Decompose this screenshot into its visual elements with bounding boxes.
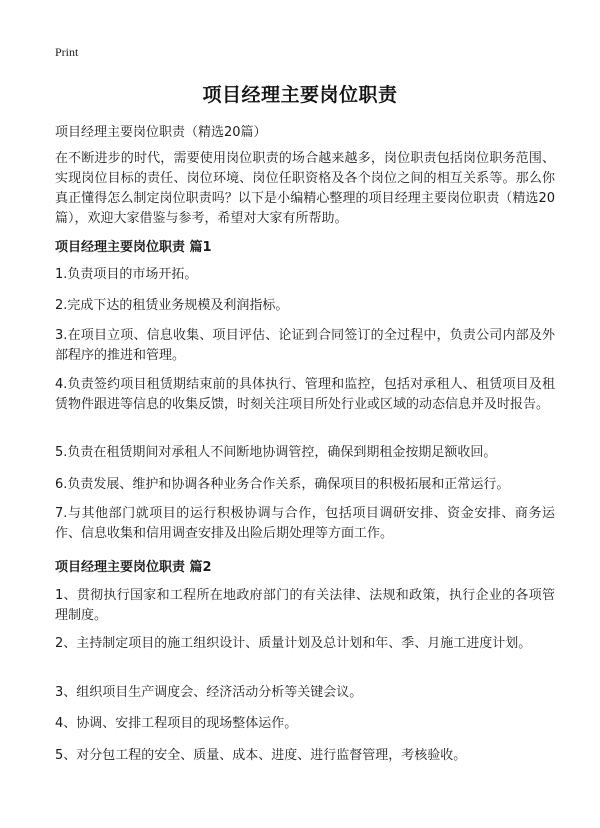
list-item: 4.负责签约项目租赁期结束前的具体执行、管理和监控，包括对承租人、租赁项目及租赁物件跟进等信息的收集反馈，时刻关注项目所处行业或区域的动态信息并及时报告。	[55, 377, 555, 412]
list-item: 4、协调、安排工程项目的现场整体运作。	[55, 716, 298, 731]
section-heading-1: 项目经理主要岗位职责 篇1	[55, 240, 212, 255]
list-item: 5、对分包工程的安全、质量、成本、进度、进行监督管理，考核验收。	[55, 748, 467, 763]
list-item: 5.负责在租赁期间对承租人不间断地协调管控，确保到期租金按期足额收回。	[55, 445, 497, 460]
print-link[interactable]: Print	[55, 45, 79, 59]
section-heading-2: 项目经理主要岗位职责 篇2	[55, 560, 212, 575]
list-item: 3、组织项目生产调度会、经济活动分析等关键会议。	[55, 685, 363, 700]
page-title: 项目经理主要岗位职责	[202, 84, 398, 106]
list-item: 2、主持制定项目的施工组织设计、质量计划及总计划和年、季、月施工进度计划。	[55, 636, 532, 651]
list-item: 1、贯彻执行国家和工程所在地政府部门的有关法律、法规和政策，执行企业的各项管理制度。	[55, 588, 555, 623]
list-item: 1.负责项目的市场开拓。	[55, 267, 198, 282]
document-subtitle: 项目经理主要岗位职责（精选20篇）	[55, 125, 267, 140]
list-item: 3.在项目立项、信息收集、项目评估、论证到合同签订的全过程中，负责公司内部及外部程序的推进和管理。	[55, 328, 555, 363]
list-item: 6.负责发展、维护和协调各种业务合作关系，确保项目的积极拓展和正常运行。	[55, 477, 510, 492]
intro-paragraph: 在不断进步的时代，需要使用岗位职责的场合越来越多，岗位职责包括岗位职务范围、实现岗位目标的责任、岗位环境、岗位任职资格及各个岗位之间的相互关系等。那么你真正懂得怎么制定岗位职责吗？以下是小编精心整理的项目经理主要岗位职责（精选20篇），欢迎大家借鉴与参考，希望对大家有所帮助。	[55, 151, 555, 226]
list-item: 7.与其他部门就项目的运行积极协调与合作，包括项目调研安排、资金安排、商务运作、信息收集和信用调查安排及出险后期处理等方面工作。	[55, 506, 555, 541]
list-item: 2.完成下达的租赁业务规模及利润指标。	[55, 298, 289, 313]
